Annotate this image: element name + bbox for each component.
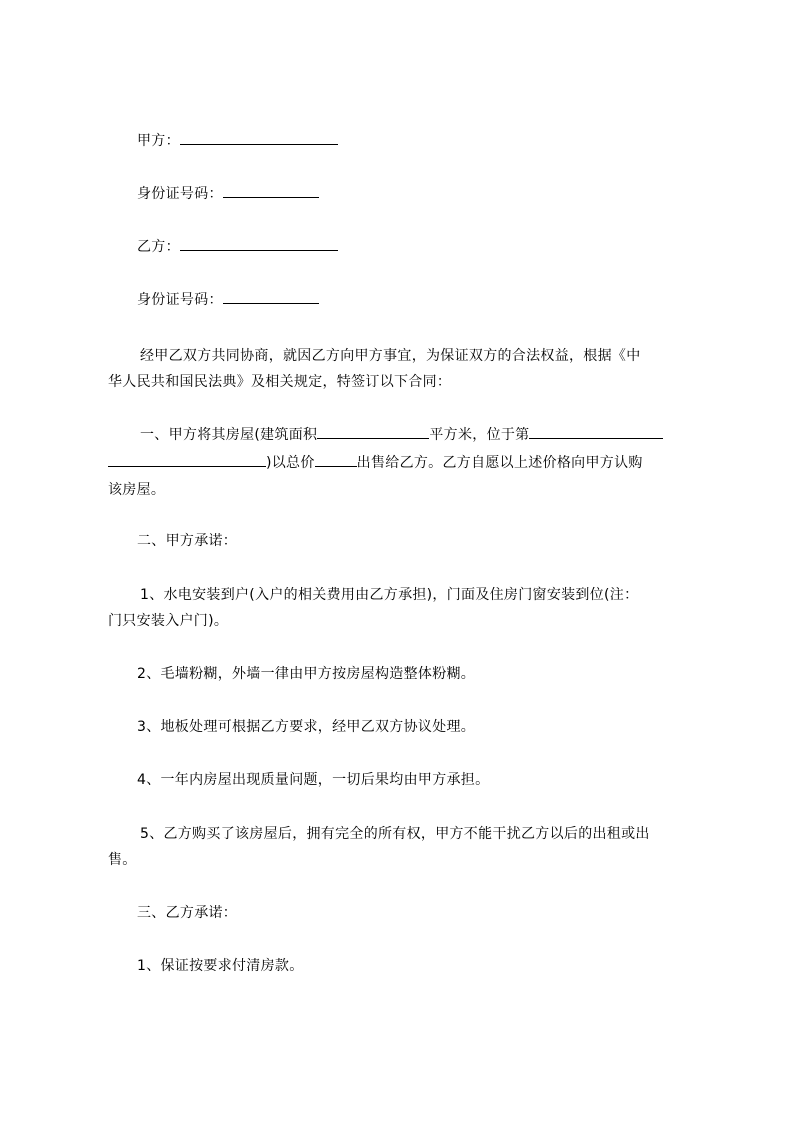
party-b-id-blank[interactable] xyxy=(223,287,319,304)
clause2-item4: 4、一年内房屋出现质量问题，一切后果均由甲方承担。 xyxy=(137,772,490,788)
preamble-line-2: 华人民共和国民法典》及相关规定，特签订以下合同： xyxy=(108,374,452,390)
party-b-line xyxy=(137,233,338,261)
party-a-id-blank[interactable] xyxy=(223,181,319,198)
clause1-part-b: 平方米，位于第 xyxy=(429,427,530,443)
party-b-id-line xyxy=(137,286,319,314)
party-b-label: 乙方： xyxy=(137,239,180,255)
location-blank-2[interactable] xyxy=(108,450,266,467)
clause2-item5-line1: 5、乙方购买了该房屋后，拥有完全的所有权，甲方不能干扰乙方以后的出租或出 xyxy=(140,826,650,842)
clause2-item5-line2: 售。 xyxy=(108,852,137,868)
party-a-label: 甲方： xyxy=(137,133,180,149)
clause1-part-c: )以总价 xyxy=(266,455,315,471)
clause3-item1: 1、保证按要求付清房款。 xyxy=(137,958,304,974)
clause2-item2: 2、毛墙粉糊，外墙一律由甲方按房屋构造整体粉糊。 xyxy=(137,666,476,682)
clause1-part-d: 出售给乙方。乙方自愿以上述价格向甲方认购 xyxy=(356,455,643,471)
clause1-line-2 xyxy=(108,449,643,477)
price-blank[interactable] xyxy=(315,450,357,467)
clause1-line-3: 该房屋。 xyxy=(108,482,166,498)
location-blank-1[interactable] xyxy=(529,422,663,439)
party-b-id-label: 身份证号码： xyxy=(137,292,223,308)
clause2-item1-line1: 1、水电安装到户(入户的相关费用由乙方承担)，门面及住房门窗安装到位(注： xyxy=(140,587,639,603)
party-b-blank[interactable] xyxy=(180,234,338,251)
clause2-item3: 3、地板处理可根据乙方要求，经甲乙双方协议处理。 xyxy=(137,719,476,735)
area-blank[interactable] xyxy=(317,422,429,439)
clause3-heading: 三、乙方承诺： xyxy=(137,905,238,921)
clause1-part-a: 一、甲方将其房屋(建筑面积 xyxy=(140,427,318,443)
clause2-item1-line2: 门只安装入户门)。 xyxy=(108,613,229,629)
party-a-blank[interactable] xyxy=(180,128,338,145)
clause1-line-1 xyxy=(140,421,663,449)
preamble-line-1: 经甲乙双方共同协商，就因乙方向甲方事宜，为保证双方的合法权益，根据《中 xyxy=(140,348,641,364)
clause2-heading: 二、甲方承诺： xyxy=(137,533,238,549)
party-a-id-line xyxy=(137,180,319,208)
party-a-line xyxy=(137,127,338,155)
party-a-id-label: 身份证号码： xyxy=(137,186,223,202)
